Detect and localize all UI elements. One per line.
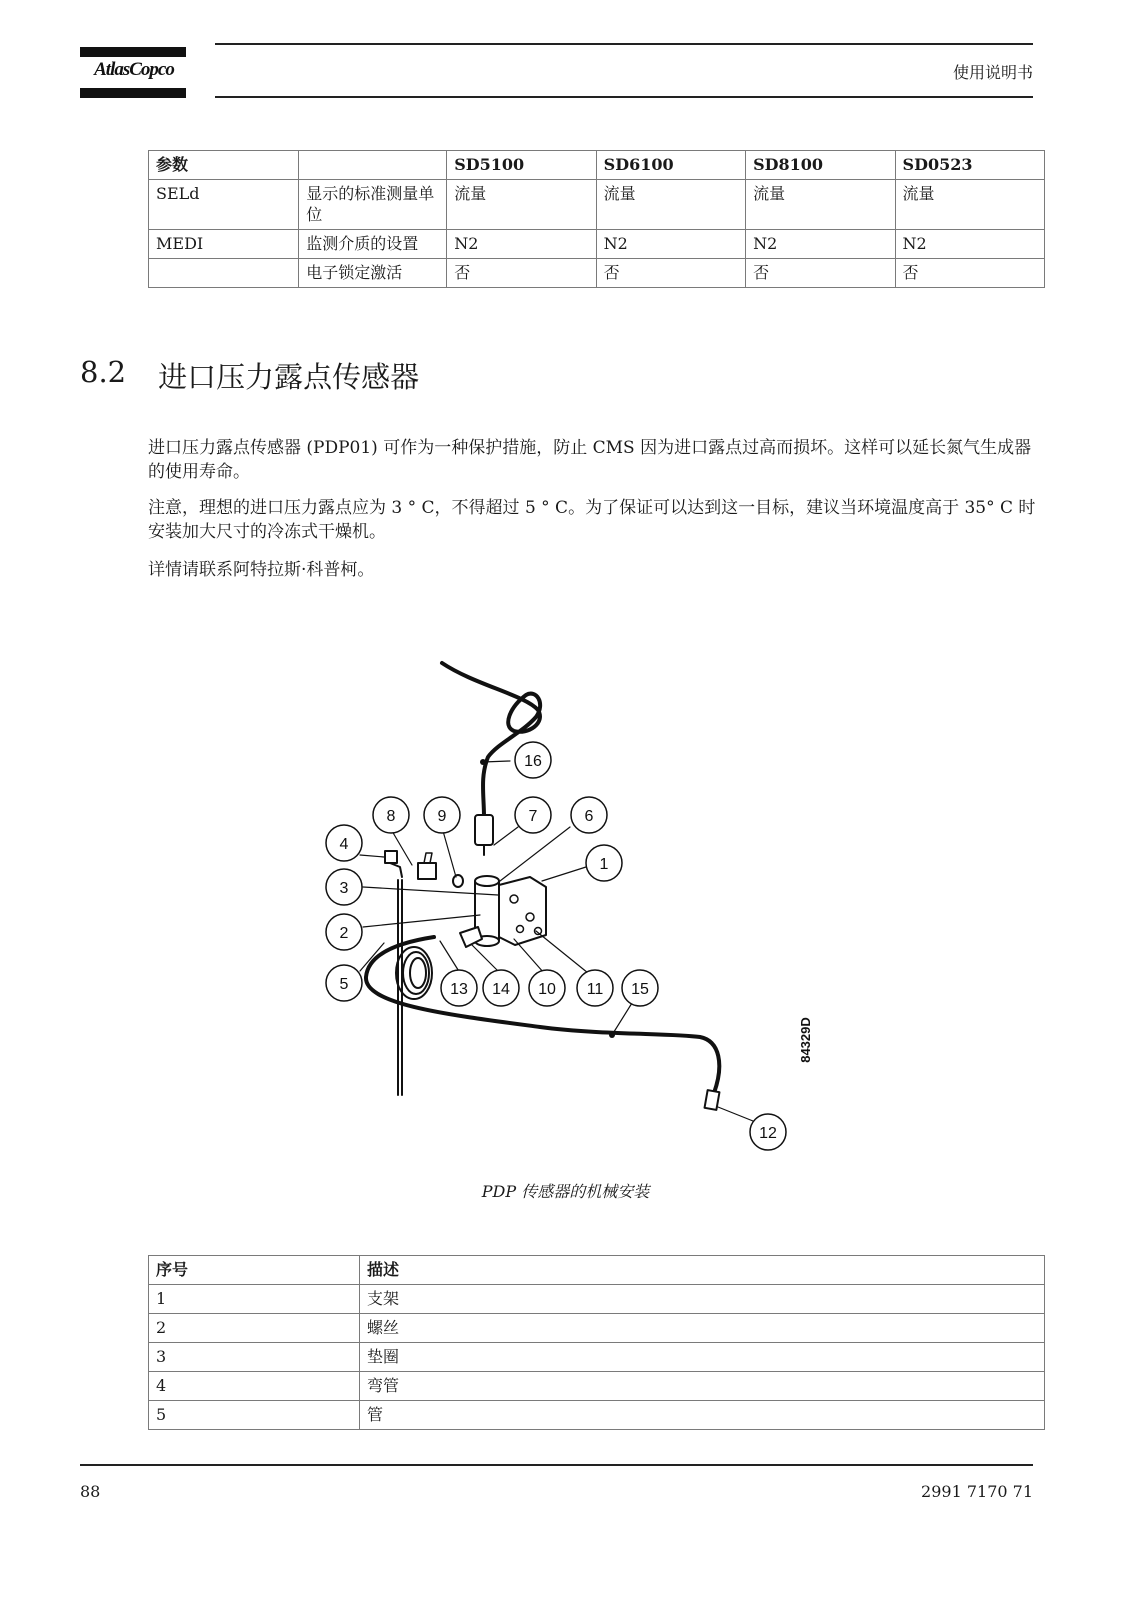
table-cell: 监测介质的设置 — [299, 230, 447, 259]
atlas-copco-logo — [80, 47, 188, 101]
logo-bar-top — [80, 47, 186, 57]
table-cell: SELd — [149, 180, 299, 230]
table-cell: MEDI — [149, 230, 299, 259]
table-row — [149, 1343, 1045, 1372]
table-cell: 3 — [149, 1343, 360, 1372]
callout-16: 16 — [524, 753, 542, 770]
table-cell: 支架 — [360, 1285, 1045, 1314]
callout-15: 15 — [631, 981, 649, 998]
table-cell: N2 — [746, 230, 895, 259]
table-cell: 显示的标准测量单位 — [299, 180, 447, 230]
callout-4: 4 — [339, 836, 349, 853]
parameter-table — [148, 150, 1045, 288]
callout-2: 2 — [339, 925, 349, 942]
table-header-row — [149, 1256, 1045, 1285]
table-cell: 流量 — [447, 180, 596, 230]
callout-11: 11 — [586, 981, 604, 998]
page-number: 88 — [80, 1482, 101, 1501]
section-title: 进口压力露点传感器 — [158, 360, 420, 394]
callout-7: 7 — [528, 808, 538, 825]
table-cell: 流量 — [895, 180, 1044, 230]
callout-1: 1 — [599, 856, 609, 873]
callout-10: 10 — [538, 981, 556, 998]
parts-table — [148, 1255, 1045, 1430]
header-cell: 描述 — [360, 1256, 1045, 1285]
callout-9: 9 — [437, 808, 447, 825]
table-row — [149, 180, 1045, 230]
table-cell: 螺丝 — [360, 1314, 1045, 1343]
figure-code: 84329D — [798, 1017, 813, 1063]
table-cell: N2 — [596, 230, 745, 259]
table-cell: 2 — [149, 1314, 360, 1343]
callout-12: 12 — [759, 1125, 777, 1142]
document-number: 2991 7170 71 — [921, 1482, 1033, 1501]
section-heading — [80, 355, 419, 396]
logo-wordmark: AtlasCopco — [94, 59, 174, 80]
table-row — [149, 1314, 1045, 1343]
table-cell: 弯管 — [360, 1372, 1045, 1401]
table-cell: 流量 — [596, 180, 745, 230]
table-row — [149, 1401, 1045, 1430]
callout-8: 8 — [386, 808, 396, 825]
table-cell: N2 — [447, 230, 596, 259]
header-cell: SD8100 — [746, 151, 895, 180]
table-row — [149, 1372, 1045, 1401]
table-cell: 5 — [149, 1401, 360, 1430]
header-rule-bottom — [215, 96, 1033, 98]
manual-title: 使用说明书 — [952, 63, 1033, 82]
table-row — [149, 1285, 1045, 1314]
callout-6: 6 — [584, 808, 594, 825]
paragraph-contact: 详情请联系阿特拉斯·科普柯。 — [148, 560, 375, 580]
header-cell: 序号 — [149, 1256, 360, 1285]
footer-rule — [80, 1464, 1033, 1466]
header-cell — [299, 151, 447, 180]
table-cell: 否 — [746, 259, 895, 288]
table-cell: 否 — [895, 259, 1044, 288]
section-number: 8.2 — [80, 355, 127, 389]
header-cell: SD0523 — [895, 151, 1044, 180]
header-cell: SD5100 — [447, 151, 596, 180]
header-rule-top — [215, 43, 1033, 45]
callout-5: 5 — [339, 976, 349, 993]
table-cell: 垫圈 — [360, 1343, 1045, 1372]
header-cell: 参数 — [149, 151, 299, 180]
callout-14: 14 — [492, 981, 510, 998]
table-cell: 管 — [360, 1401, 1045, 1430]
logo-bar-bottom — [80, 88, 186, 98]
figure-caption: PDP 传感器的机械安装 — [481, 1182, 650, 1201]
callout-3: 3 — [339, 880, 349, 897]
table-cell: 否 — [596, 259, 745, 288]
table-row — [149, 230, 1045, 259]
table-header-row — [149, 151, 1045, 180]
table-cell: 1 — [149, 1285, 360, 1314]
table-cell: 电子锁定激活 — [299, 259, 447, 288]
pdp-sensor-installation-diagram — [300, 655, 840, 1155]
table-row — [149, 259, 1045, 288]
table-cell — [149, 259, 299, 288]
header-cell: SD6100 — [596, 151, 745, 180]
table-cell: N2 — [895, 230, 1044, 259]
table-cell: 流量 — [746, 180, 895, 230]
table-cell: 4 — [149, 1372, 360, 1401]
table-cell: 否 — [447, 259, 596, 288]
paragraph-intro: 进口压力露点传感器 (PDP01) 可作为一种保护措施，防止 CMS 因为进口露点过高而损坏。这样可以延长氮气生成器的使用寿命。 — [148, 438, 1032, 482]
callout-13: 13 — [450, 981, 468, 998]
paragraph-note: 注意，理想的进口压力露点应为 3 ° C，不得超过 5 ° C。为了保证可以达到这一目标，建议当环境温度高于 35° C 时安装加大尺寸的冷冻式干燥机。 — [148, 498, 1036, 542]
